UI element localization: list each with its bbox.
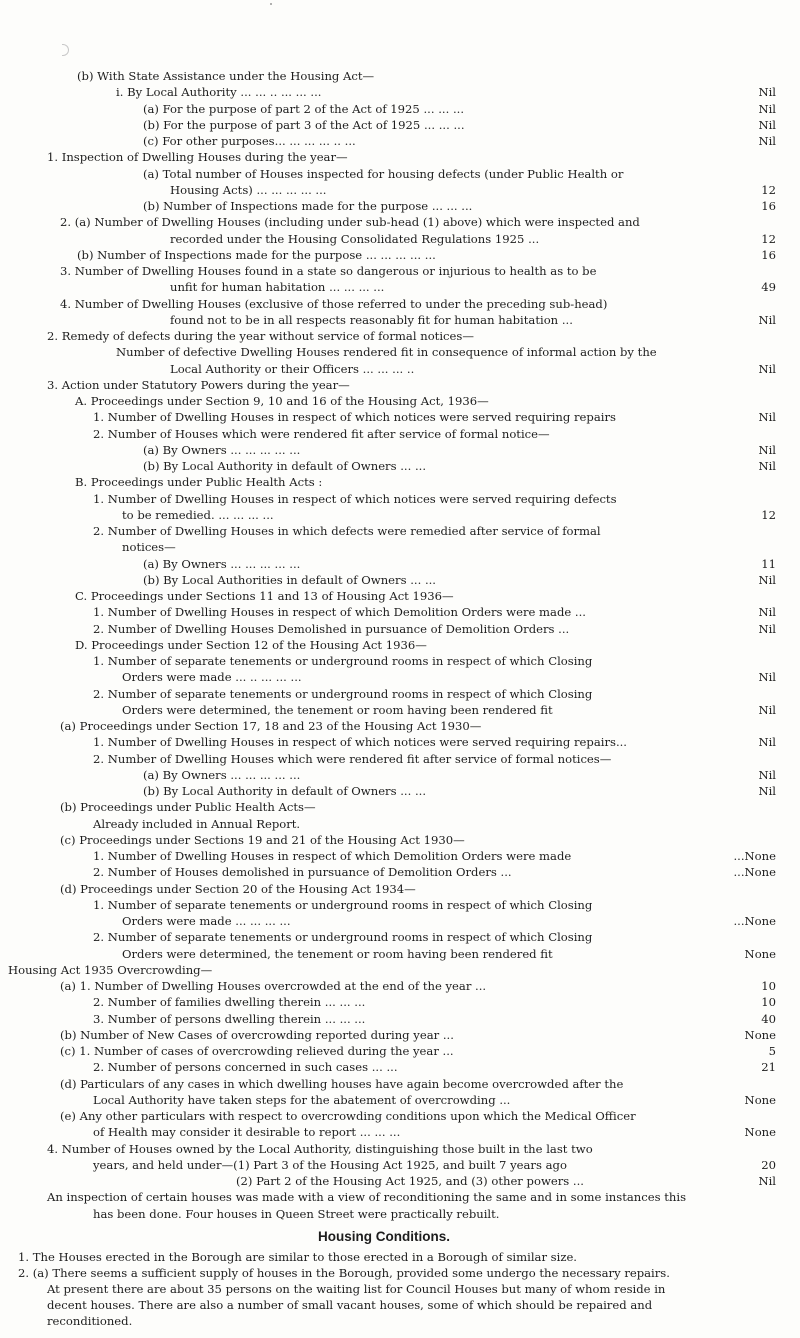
line-text: (a) By Owners ... ... ... ... ... bbox=[143, 768, 301, 782]
report-line bbox=[0, 1313, 776, 1329]
report-line bbox=[0, 929, 776, 945]
report-line bbox=[0, 507, 776, 523]
report-line bbox=[0, 409, 776, 425]
report-line bbox=[0, 686, 776, 702]
line-text: (2) Part 2 of the Housing Act 1925, and (3) other powers ... bbox=[236, 1174, 584, 1188]
line-value: Nil bbox=[758, 573, 776, 587]
report-line bbox=[0, 962, 776, 978]
line-value: Nil bbox=[758, 1174, 776, 1188]
report-line bbox=[0, 231, 776, 247]
line-value: 10 bbox=[761, 979, 776, 993]
line-value: 20 bbox=[761, 1158, 776, 1172]
report-line bbox=[0, 669, 776, 685]
line-value: Nil bbox=[758, 703, 776, 717]
line-text: of Health may consider it desirable to report ... ... ... bbox=[93, 1125, 401, 1139]
line-value: Nil bbox=[758, 605, 776, 619]
report-line bbox=[0, 1157, 776, 1173]
line-text: Already included in Annual Report. bbox=[93, 817, 301, 831]
report-line bbox=[0, 312, 776, 328]
report-line bbox=[0, 1027, 776, 1043]
line-text: (c) Proceedings under Sections 19 and 21 of the Housing Act 1930— bbox=[60, 833, 465, 847]
report-line bbox=[0, 621, 776, 637]
report-line bbox=[0, 426, 776, 442]
line-text: (b) By Local Authority in default of Owners ... ... bbox=[143, 459, 427, 473]
line-value: 10 bbox=[761, 995, 776, 1009]
line-value: 21 bbox=[761, 1060, 776, 1074]
report-line bbox=[0, 1141, 776, 1157]
line-text: 2. (a) There seems a sufficient supply of houses in the Borough, provided some undergo the necessary repairs. bbox=[18, 1266, 670, 1280]
report-line bbox=[0, 1189, 776, 1205]
line-text: Number of defective Dwelling Houses rendered fit in consequence of informal action by the bbox=[116, 345, 657, 359]
report-line bbox=[0, 832, 776, 848]
line-value: 49 bbox=[761, 280, 776, 294]
line-text: Orders were determined, the tenement or room having been rendered fit bbox=[122, 947, 553, 961]
report-line bbox=[0, 198, 776, 214]
line-text: Orders were made ... ... ... ... bbox=[122, 914, 291, 928]
line-text: (c) For other purposes... ... ... ... .. ... bbox=[143, 134, 356, 148]
line-text: (d) Particulars of any cases in which dwelling houses have again become overcrowded after the bbox=[60, 1077, 624, 1091]
line-text: (b) Number of Inspections made for the purpose ... ... ... ... ... bbox=[77, 248, 436, 262]
report-line bbox=[0, 897, 776, 913]
line-value: Nil bbox=[758, 313, 776, 327]
report-line bbox=[0, 1076, 776, 1092]
report-line bbox=[0, 1173, 776, 1189]
line-value: 5 bbox=[768, 1044, 776, 1058]
line-value: None bbox=[744, 1093, 776, 1107]
report-line bbox=[0, 279, 776, 295]
line-text: 1. Number of Dwelling Houses in respect of which notices were served requiring repairs bbox=[93, 410, 616, 424]
line-text: (a) By Owners ... ... ... ... ... bbox=[143, 557, 301, 571]
report-line bbox=[0, 1281, 776, 1297]
report-line bbox=[0, 1043, 776, 1059]
report-line bbox=[0, 978, 776, 994]
line-text: 2. Remedy of defects during the year without service of formal notices— bbox=[47, 329, 474, 343]
line-value: Nil bbox=[758, 410, 776, 424]
report-line bbox=[0, 864, 776, 880]
line-text: Housing Act 1935 Overcrowding— bbox=[8, 963, 213, 977]
line-text: 1. Number of Dwelling Houses in respect of which Demolition Orders were made ... bbox=[93, 605, 586, 619]
line-text: 2. Number of Houses demolished in pursuance of Demolition Orders ... bbox=[93, 865, 512, 879]
line-text: (d) Proceedings under Section 20 of the Housing Act 1934— bbox=[60, 882, 416, 896]
line-text: 1. Number of separate tenements or underground rooms in respect of which Closing bbox=[93, 898, 593, 912]
report-line bbox=[0, 247, 776, 263]
report-line bbox=[0, 1297, 776, 1313]
report-line bbox=[0, 68, 776, 84]
line-value: Nil bbox=[758, 118, 776, 132]
line-value: None bbox=[744, 1125, 776, 1139]
report-line bbox=[0, 1092, 776, 1108]
report-line bbox=[0, 361, 776, 377]
line-text: 2. Number of separate tenements or underground rooms in respect of which Closing bbox=[93, 930, 593, 944]
line-text: (a) Proceedings under Section 17, 18 and 23 of the Housing Act 1930— bbox=[60, 719, 482, 733]
line-text: 1. The Houses erected in the Borough are similar to those erected in a Borough of similar size. bbox=[18, 1250, 577, 1264]
line-text: 1. Number of Dwelling Houses in respect of which Demolition Orders were made bbox=[93, 849, 572, 863]
line-text: unfit for human habitation ... ... ... ... bbox=[170, 280, 385, 294]
report-line bbox=[0, 1011, 776, 1027]
line-value: 40 bbox=[761, 1012, 776, 1026]
speck-mark bbox=[270, 3, 272, 5]
line-text: 2. Number of Dwelling Houses which were rendered fit after service of formal notices— bbox=[93, 752, 612, 766]
line-text: An inspection of certain houses was made with a view of reconditioning the same and in some instances this bbox=[47, 1190, 687, 1204]
report-line bbox=[0, 767, 776, 783]
line-value: Nil bbox=[758, 443, 776, 457]
line-text: (a) 1. Number of Dwelling Houses overcrowded at the end of the year ... bbox=[60, 979, 487, 993]
line-text: Local Authority or their Officers ... ... ... .. bbox=[170, 362, 415, 376]
report-line bbox=[0, 458, 776, 474]
line-text: (b) With State Assistance under the Housing Act— bbox=[77, 69, 375, 83]
line-text: Housing Acts) ... ... ... ... ... bbox=[170, 183, 327, 197]
line-text: C. Proceedings under Sections 11 and 13 of Housing Act 1936— bbox=[75, 589, 454, 603]
line-text: (a) By Owners ... ... ... ... ... bbox=[143, 443, 301, 457]
line-text: 2. Number of families dwelling therein ... ... ... bbox=[93, 995, 366, 1009]
line-text: notices— bbox=[122, 540, 176, 554]
line-text: 1. Number of Dwelling Houses in respect of which notices were served requiring defects bbox=[93, 492, 617, 506]
report-line bbox=[0, 182, 776, 198]
report-line bbox=[0, 702, 776, 718]
line-text: years, and held under—(1) Part 3 of the Housing Act 1925, and built 7 years ago bbox=[93, 1158, 567, 1172]
report-line bbox=[0, 539, 776, 555]
line-text: (b) Number of New Cases of overcrowding reported during year ... bbox=[60, 1028, 454, 1042]
report-line bbox=[0, 816, 776, 832]
report-line bbox=[0, 344, 776, 360]
report-line bbox=[0, 214, 776, 230]
report-line bbox=[0, 1265, 776, 1281]
report-line bbox=[0, 556, 776, 572]
report-line bbox=[0, 1108, 776, 1124]
line-text: Orders were made ... .. ... ... ... bbox=[122, 670, 302, 684]
line-value: ...None bbox=[733, 914, 776, 928]
line-value: Nil bbox=[758, 622, 776, 636]
line-text: decent houses. There are also a number of small vacant houses, some of which should be repaired and bbox=[47, 1298, 653, 1312]
line-text: B. Proceedings under Public Health Acts : bbox=[75, 475, 323, 489]
report-line bbox=[0, 1124, 776, 1140]
line-text: 2. Number of separate tenements or underground rooms in respect of which Closing bbox=[93, 687, 593, 701]
report-line bbox=[0, 881, 776, 897]
report-line bbox=[0, 604, 776, 620]
line-text: Orders were determined, the tenement or room having been rendered fit bbox=[122, 703, 553, 717]
line-text: (b) By Local Authority in default of Owners ... ... bbox=[143, 784, 427, 798]
line-text: At present there are about 35 persons on the waiting list for Council Houses but many of whom reside in bbox=[47, 1282, 666, 1296]
report-line bbox=[0, 653, 776, 669]
report-line bbox=[0, 263, 776, 279]
line-value: Nil bbox=[758, 735, 776, 749]
line-value: 12 bbox=[761, 232, 776, 246]
line-text: D. Proceedings under Section 12 of the Housing Act 1936— bbox=[75, 638, 427, 652]
line-text: (b) Number of Inspections made for the purpose ... ... ... bbox=[143, 199, 473, 213]
line-value: Nil bbox=[758, 670, 776, 684]
line-value: Nil bbox=[758, 459, 776, 473]
report-line bbox=[0, 994, 776, 1010]
line-value: Nil bbox=[758, 102, 776, 116]
report-line bbox=[0, 572, 776, 588]
line-text: (a) Total number of Houses inspected for housing defects (under Public Health or bbox=[143, 167, 624, 181]
line-value: 11 bbox=[761, 557, 776, 571]
report-line bbox=[0, 523, 776, 539]
line-text: to be remedied. ... ... ... ... bbox=[122, 508, 274, 522]
report-line bbox=[0, 848, 776, 864]
line-text: (a) For the purpose of part 2 of the Act of 1925 ... ... ... bbox=[143, 102, 465, 116]
line-text: A. Proceedings under Section 9, 10 and 16 of the Housing Act, 1936— bbox=[75, 394, 489, 408]
page-edge-mark bbox=[62, 44, 69, 56]
line-text: 2. (a) Number of Dwelling Houses (including under sub-head (1) above) which were inspected and bbox=[60, 215, 640, 229]
report-line bbox=[0, 588, 776, 604]
report-line bbox=[0, 491, 776, 507]
report-line bbox=[0, 799, 776, 815]
line-text: (c) 1. Number of cases of overcrowding relieved during the year ... bbox=[60, 1044, 454, 1058]
report-line bbox=[0, 84, 776, 100]
line-text: Local Authority have taken steps for the abatement of overcrowding ... bbox=[93, 1093, 511, 1107]
line-value: None bbox=[744, 947, 776, 961]
line-text: 2. Number of persons concerned in such cases ... ... bbox=[93, 1060, 398, 1074]
line-value: 16 bbox=[761, 199, 776, 213]
line-text: 1. Number of separate tenements or underground rooms in respect of which Closing bbox=[93, 654, 593, 668]
report-line bbox=[0, 946, 776, 962]
report-line bbox=[0, 377, 776, 393]
line-text: 1. Number of Dwelling Houses in respect of which notices were served requiring repairs... bbox=[93, 735, 627, 749]
line-text: has been done. Four houses in Queen Street were practically rebuilt. bbox=[93, 1207, 500, 1221]
line-text: 3. Action under Statutory Powers during the year— bbox=[47, 378, 350, 392]
line-text: 2. Number of Houses which were rendered fit after service of formal notice— bbox=[93, 427, 550, 441]
line-text: (b) By Local Authorities in default of Owners ... ... bbox=[143, 573, 436, 587]
line-value: 16 bbox=[761, 248, 776, 262]
line-value: Nil bbox=[758, 85, 776, 99]
line-value: Nil bbox=[758, 362, 776, 376]
line-text: 3. Number of Dwelling Houses found in a state so dangerous or injurious to health as to be bbox=[60, 264, 597, 278]
report-line bbox=[0, 393, 776, 409]
line-text: (b) Proceedings under Public Health Acts— bbox=[60, 800, 316, 814]
line-text: 1. Inspection of Dwelling Houses during the year— bbox=[47, 150, 348, 164]
report-line bbox=[0, 751, 776, 767]
line-text: found not to be in all respects reasonably fit for human habitation ... bbox=[170, 313, 573, 327]
report-line bbox=[0, 637, 776, 653]
report-line bbox=[0, 149, 776, 165]
report-line bbox=[0, 296, 776, 312]
line-text: recorded under the Housing Consolidated Regulations 1925 ... bbox=[170, 232, 540, 246]
report-line bbox=[0, 1059, 776, 1075]
line-value: ...None bbox=[733, 865, 776, 879]
line-text: 2. Number of Dwelling Houses in which defects were remedied after service of formal bbox=[93, 524, 601, 538]
line-value: 12 bbox=[761, 183, 776, 197]
line-text: 4. Number of Houses owned by the Local Authority, distinguishing those built in the last two bbox=[47, 1142, 593, 1156]
report-line bbox=[0, 328, 776, 344]
report-line bbox=[0, 913, 776, 929]
report-line bbox=[0, 442, 776, 458]
report-line bbox=[0, 783, 776, 799]
report-line bbox=[0, 117, 776, 133]
line-text: 4. Number of Dwelling Houses (exclusive of those referred to under the preceding sub-head) bbox=[60, 297, 608, 311]
report-line bbox=[0, 1249, 776, 1265]
section-title: Housing Conditions. bbox=[318, 1229, 450, 1244]
line-value: None bbox=[744, 1028, 776, 1042]
report-line bbox=[0, 718, 776, 734]
line-text: 3. Number of persons dwelling therein ... ... ... bbox=[93, 1012, 366, 1026]
line-value: Nil bbox=[758, 784, 776, 798]
line-text: (b) For the purpose of part 3 of the Act of 1925 ... ... ... bbox=[143, 118, 465, 132]
line-value: Nil bbox=[758, 768, 776, 782]
report-line bbox=[0, 133, 776, 149]
line-value: 12 bbox=[761, 508, 776, 522]
report-line bbox=[0, 474, 776, 490]
line-text: reconditioned. bbox=[47, 1314, 133, 1328]
report-line bbox=[0, 1206, 776, 1222]
line-text: i. By Local Authority ... ... .. ... ... ... bbox=[116, 85, 322, 99]
line-value: ...None bbox=[733, 849, 776, 863]
report-line bbox=[0, 166, 776, 182]
report-line bbox=[0, 101, 776, 117]
line-text: (e) Any other particulars with respect to overcrowding conditions upon which the Medical Officer bbox=[60, 1109, 636, 1123]
line-text: 2. Number of Dwelling Houses Demolished in pursuance of Demolition Orders ... bbox=[93, 622, 570, 636]
line-value: Nil bbox=[758, 134, 776, 148]
report-line bbox=[0, 734, 776, 750]
